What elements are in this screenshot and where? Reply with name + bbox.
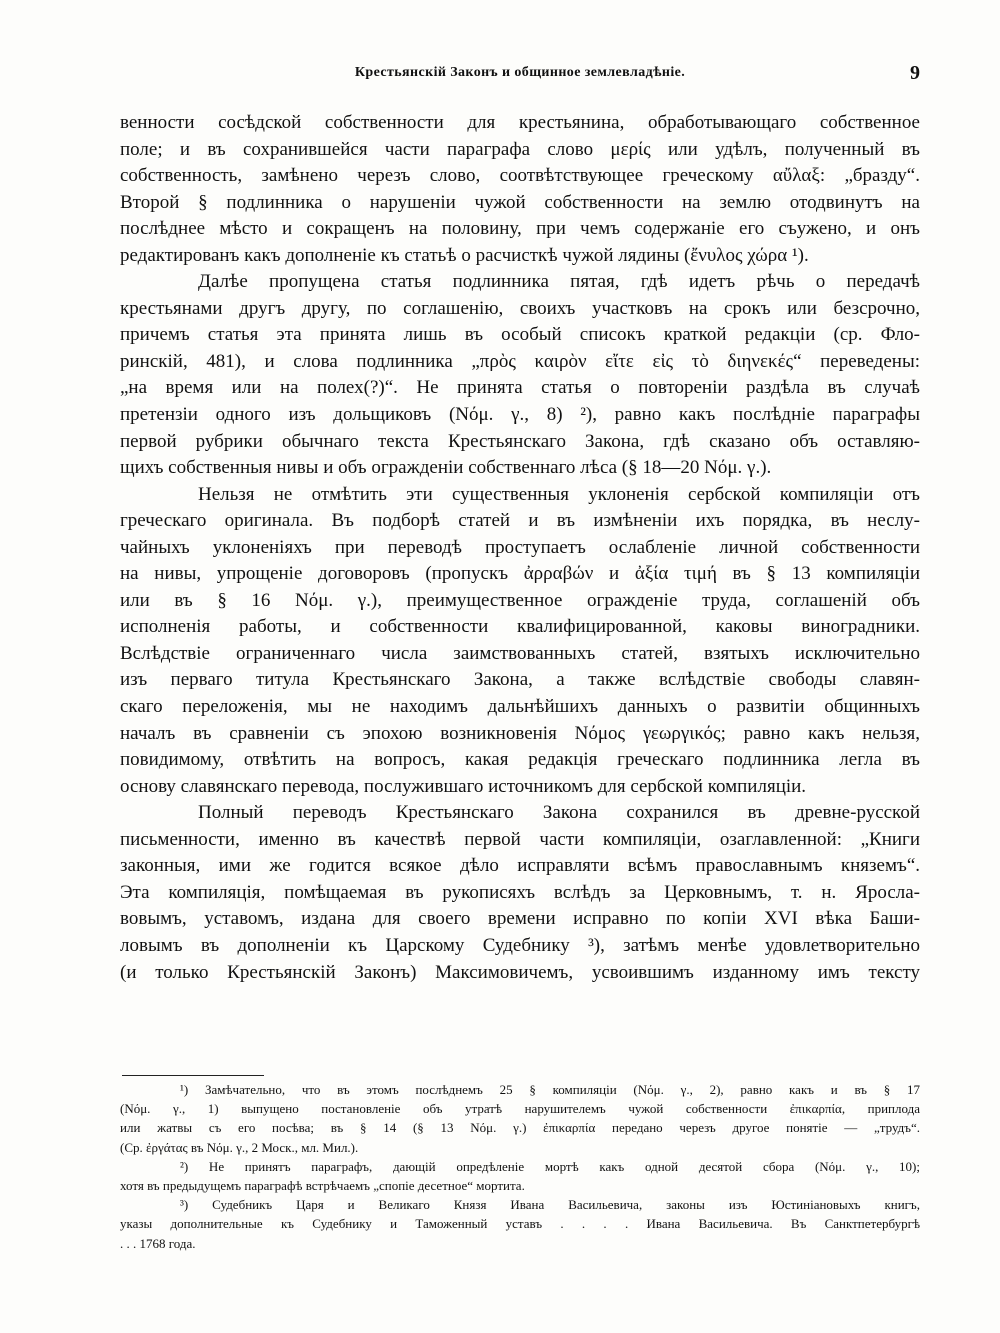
- text-line: щихъ собственныя нивы и объ огражденіи собственнаго лѣса (§ 18—20 Νόμ. γ.).: [120, 457, 772, 479]
- text-line: венности сосѣдской собственности для крестьянина, обработывающаго собственное: [120, 112, 920, 133]
- text-line: ринскій, 481), и слова подлинника „πρὸς καιρὸν εἴτε εἰς τὸ διηνεκές“ переведены:: [120, 350, 920, 372]
- text-line: поле; и въ сохранившейся части параграфа слово μερίς или удѣлъ, полученный въ: [120, 138, 920, 160]
- text-line: „на время или на полех(?)“. Не принята статья о повтореніи раздѣла въ случаѣ: [120, 377, 920, 399]
- page-header: [120, 62, 920, 86]
- footnote-divider: [122, 1075, 264, 1076]
- text-line: претензіи одного изъ дольщиковъ (Νόμ. γ., 8) ²), равно какъ послѣдніе параграфы: [120, 404, 920, 426]
- text-line: письменности, именно въ качествѣ первой части компиляціи, озаглавленной: „Книги: [120, 828, 920, 850]
- footnote-line: ²) Не принятъ параграфъ, дающій опредѣленіе мортѣ какъ одной десятой сбора (Νόμ. γ., 10);: [180, 1158, 920, 1174]
- text-line: крестьянами другъ другу, по соглашенію, своихъ участковъ на срокъ или безсрочно,: [120, 297, 920, 319]
- text-line: Второй § подлинника о нарушеніи чужой собственности на землю отодвинутъ на: [120, 191, 920, 213]
- text-line: собственность, замѣнено черезъ слово, соотвѣтствующее греческому αὔλαξ: „бразду“.: [120, 165, 920, 187]
- text-line: греческаго оригинала. Въ подборѣ статей и въ измѣненіи ихъ порядка, въ неслу-: [120, 510, 920, 532]
- footnote-line: (Νόμ. γ., 1) выпущено постановленіе объ утратѣ нарушителемъ чужой собственности ἐπικαρπία, приплода: [120, 1101, 920, 1117]
- text-line: изъ перваго титула Крестьянскаго Закона, а также вслѣдствіе свободы славян-: [120, 669, 920, 691]
- text-line: Далѣе пропущена статья подлинника пятая, гдѣ идетъ рѣчь о передачѣ: [198, 271, 920, 293]
- footnote-line: или жатвы съ его посѣва; въ § 14 (§ 13 Νόμ. γ.) ἐπικαρπία передано черезъ другое понятіе — „трудъ“.: [120, 1120, 920, 1136]
- text-line: ловымъ въ дополненіи къ Царскому Судебнику ³), затѣмъ менѣе удовлетворительно: [120, 934, 920, 956]
- text-line: редактированъ какъ дополненіе къ статьѣ о расчисткѣ чужой лядины (ἔνυλος χώρα ¹).: [120, 244, 809, 266]
- text-line: или въ § 16 Νόμ. γ.), преимущественное огражденіе труда, соглашеній объ: [120, 589, 920, 611]
- text-line: законныя, ими же годится всякое дѣло исправляти всѣмъ православнымъ княземъ“.: [120, 855, 920, 877]
- text-line: на нивы, упрощеніе договоровъ (пропускъ ἀρραβών и ἀξία τιμή въ § 13 компиляціи: [120, 563, 920, 585]
- text-line: скаго переложенія, мы не находимъ дальнѣйшихъ данныхъ о развитіи общинныхъ: [120, 696, 920, 718]
- main-text: [120, 110, 920, 986]
- page-number: 9: [910, 62, 920, 84]
- text-line: чайныхъ уклоненіяхъ при переводѣ проступаетъ ослабленіе личной собственности: [120, 536, 920, 558]
- text-line: (и только Крестьянскій Законъ) Максимовичемъ, усвоившимъ изданному имъ тексту: [120, 961, 920, 983]
- text-line: вовымъ, уставомъ, издана для своего времени исправно по копіи XVI вѣка Баши-: [120, 908, 920, 930]
- footnote-line: хотя въ предыдущемъ параграфѣ встрѣчаемъ „спопіе десетное“ мортита.: [120, 1177, 525, 1193]
- text-line: Нельзя не отмѣтить эти существенныя уклоненія сербской компиляціи отъ: [198, 483, 920, 505]
- footnote-line: ³) Судебникъ Царя и Великаго Князя Ивана Васильевича, законы изъ Юстиніановыхъ книгъ,: [180, 1197, 920, 1213]
- text-line: Эта компиляція, помѣщаемая въ рукописяхъ вслѣдъ за Церковнымъ, т. н. Яросла-: [120, 881, 920, 903]
- text-line: первой рубрики обычнаго текста Крестьянскаго Закона, гдѣ сказано объ оставляю-: [120, 430, 920, 452]
- footnotes: [120, 1080, 920, 1253]
- footnote-line: ¹) Замѣчательно, что въ этомъ послѣднемъ 25 § компиляціи (Νόμ. γ., 2), равно какъ и въ § 17: [180, 1082, 920, 1097]
- text-line: исполненія работы, и собственности квалифицированной, каковы виноградники.: [120, 616, 920, 638]
- text-line: основу славянскаго перевода, послужившаго источникомъ для сербской компиляціи.: [120, 775, 807, 797]
- footnote-line: . . . 1768 года.: [120, 1235, 196, 1251]
- text-line: Полный переводъ Крестьянскаго Закона сохранился въ древне-русской: [198, 802, 920, 824]
- footnote-line: (Ср. ἐργάτας въ Νόμ. γ., 2 Моск., мл. Мил.).: [120, 1139, 359, 1155]
- text-line: Вслѣдствіе ограниченнаго числа заимствованныхъ статей, взятыхъ исключительно: [120, 642, 920, 664]
- running-title: Крестьянскій Законъ и общинное землевладѣніе.: [354, 65, 686, 80]
- text-line: повидимому, отвѣтить на вопросъ, какая редакція греческаго подлинника легла въ: [120, 749, 920, 771]
- text-line: началъ въ сравненіи съ эпохою возникновенія Νόμος γεωργικός; равно какъ нельзя,: [120, 722, 920, 744]
- text-line: послѣднее мѣсто и сокращенъ на половину, при чемъ содержаніе его съужено, и онъ: [120, 218, 920, 240]
- footnote-line: указы дополнительные къ Судебнику и Таможенный уставъ . . . . Ивана Васильевича. Въ Санктпетербургѣ: [120, 1216, 920, 1232]
- text-line: причемъ статья эта принята лишь въ особый списокъ краткой редакціи (ср. Фло-: [120, 324, 920, 346]
